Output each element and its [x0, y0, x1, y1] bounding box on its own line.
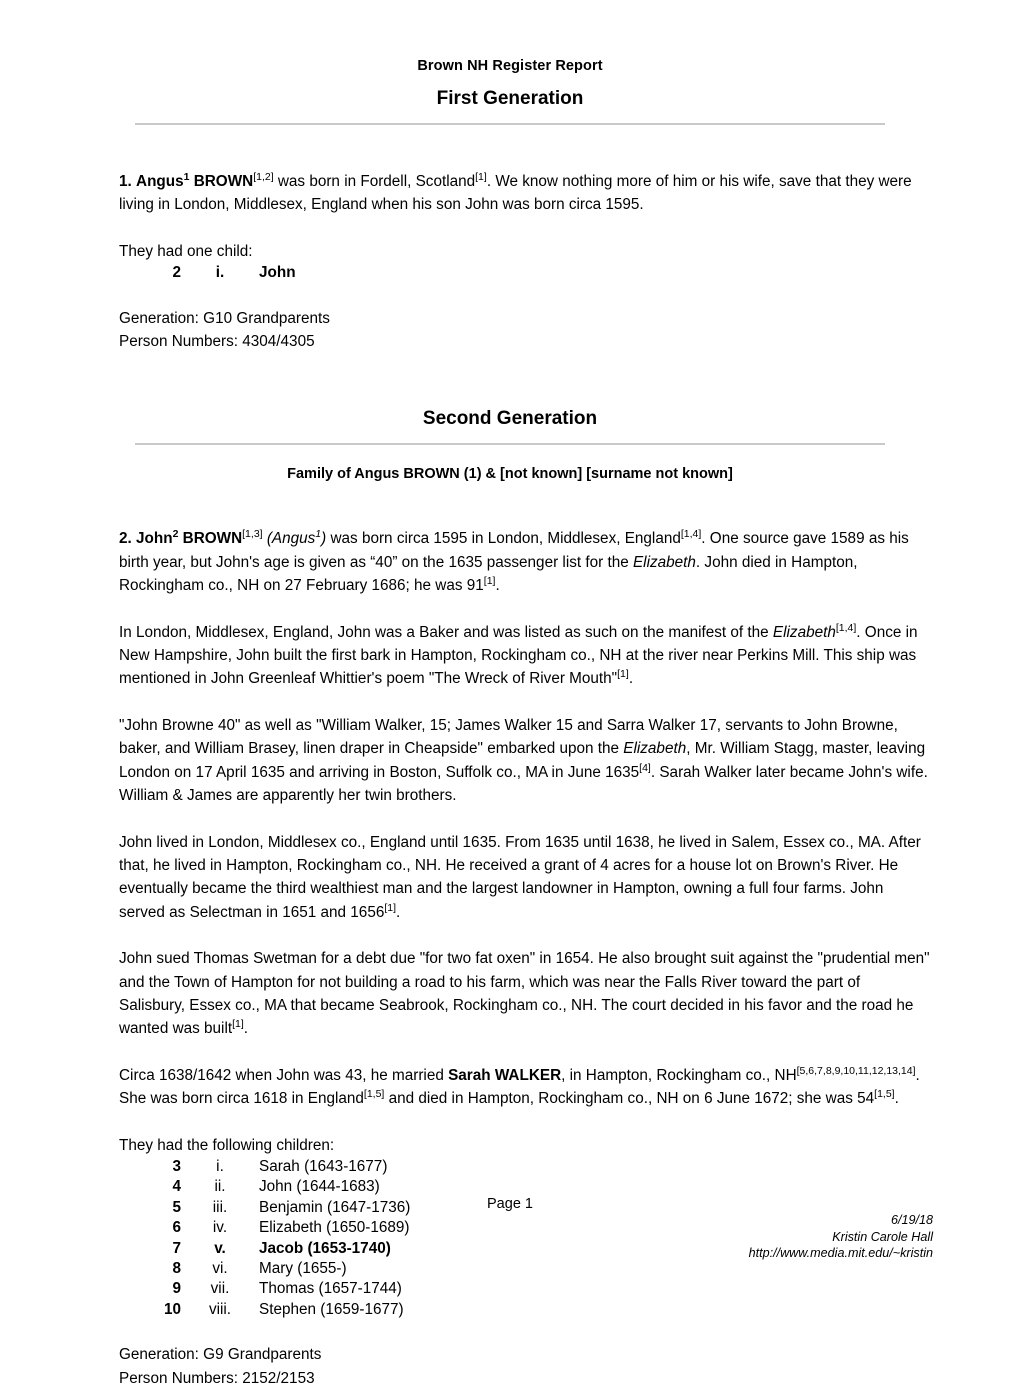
spacer: [119, 284, 930, 307]
child-name: Jacob (1653-1740): [259, 1239, 391, 1257]
first-generation-section: [0, 125, 1020, 353]
list-item: [119, 1218, 410, 1238]
child-roman: i.: [215, 264, 225, 282]
ship-name: Elizabeth: [772, 623, 836, 641]
person-narrative-segment-2: . One source gave 1589 as his birth year, but John's age is given as “40” on the 1635 passenger list for the: [119, 530, 909, 571]
child-number: 4: [172, 1178, 181, 1196]
children-list-first: [119, 263, 296, 283]
child-name: Benjamin (1647-1736): [259, 1198, 411, 1216]
child-number: 3: [172, 1157, 181, 1175]
baker-paragraph: [119, 621, 930, 691]
children-intro-second: They had the following children:: [119, 1136, 335, 1154]
child-number: 6: [172, 1219, 181, 1237]
citation-reference: [1,5]: [363, 1088, 385, 1101]
report-title: Brown NH Register Report: [417, 58, 603, 74]
marriage-paragraph: [119, 1064, 930, 1111]
generation-label-first: Generation: G10 Grandparents: [119, 309, 330, 327]
spacer: [119, 148, 930, 170]
child-roman: iv.: [212, 1219, 228, 1237]
spacer: [119, 505, 930, 527]
child-roman: iii.: [212, 1198, 228, 1216]
list-item: [119, 1259, 410, 1279]
person-narrative-segment-3: . John died in Hampton, Rockingham co., NH on 27 February 1686; he was 91: [119, 553, 858, 595]
generation-heading-second: Second Generation: [422, 408, 598, 430]
paragraph-part-2: .: [396, 903, 401, 921]
child-name: Mary (1655-): [259, 1260, 347, 1277]
child-roman: vii.: [210, 1280, 230, 1298]
paragraph-part-3: . She was born circa 1618 in England: [119, 1066, 920, 1108]
paragraph-part-2: , in Hampton, Rockingham co., NH: [561, 1066, 797, 1084]
paragraph-part-2: , Mr. William Stagg, master, leaving London on 17 April 1635 and arriving in Boston, Suffolk co., MA in June 1635: [119, 740, 926, 781]
person-index-label: 2.: [119, 530, 132, 548]
child-number: 9: [172, 1280, 181, 1298]
citation-reference: [1]: [617, 668, 629, 681]
citation-reference: [1,2]: [253, 170, 274, 183]
embarkation-paragraph: [119, 714, 930, 808]
child-name: John (1644-1683): [259, 1178, 380, 1196]
spacer: [119, 1320, 930, 1343]
footer-date: 6/19/18: [890, 1213, 933, 1227]
spacer: [119, 808, 930, 831]
spacer: [119, 691, 930, 714]
spacer: [119, 217, 930, 240]
ship-name: Elizabeth: [623, 740, 687, 758]
citation-reference: [1]: [483, 575, 496, 588]
child-name: Thomas (1657-1744): [259, 1280, 402, 1298]
child-roman: ii.: [214, 1178, 226, 1196]
generation-label-second: Generation: G9 Grandparents: [119, 1346, 322, 1364]
paragraph-part-1: Circa 1638/1642 when John was 43, he married: [119, 1066, 449, 1084]
child-name: Sarah (1643-1677): [259, 1157, 388, 1175]
child-roman: vi.: [212, 1260, 228, 1277]
paragraph-part-1: John lived in London, Middlesex co., England until 1635. From 1635 until 1638, he lived in Salem, Essex co., MA. After that, he lived in Hampton, Rockingham co., NH. He received a grant of 4 acres for a house lot on Brown's River. He eventually became the third wealthiest man and the largest landowner in Hampton, owning a full four farms. John served as Selectman in 1651 and 1656: [119, 833, 921, 921]
paragraph-part-1: John sued Thomas Swetman for a debt due "for two fat oxen" in 1654. He also brought suit against the "prudential men" and the Town of Hampton for not building a road to his farm, which was near the Falls River toward the part of Salisbury, Essex co., MA that became Seabrook, Rockingham co., NH. The court decided in his favor and the road he wanted was built: [119, 950, 930, 1038]
list-item: [119, 1177, 410, 1197]
ship-name: Elizabeth: [632, 553, 696, 571]
person-given-name: John: [136, 530, 173, 548]
child-number: 7: [172, 1239, 181, 1257]
list-item: [119, 1157, 410, 1177]
person-numbers-second: Person Numbers: 2152/2153: [119, 1369, 315, 1387]
spacer: [119, 924, 930, 947]
citation-reference: [1,4]: [835, 621, 857, 634]
children-list-second: [119, 1157, 410, 1320]
citation-reference: [4]: [639, 761, 651, 774]
spacer: [0, 353, 1020, 394]
citation-reference: [1,4]: [680, 528, 702, 541]
child-roman: i.: [216, 1157, 224, 1175]
child-name: Stephen (1659-1677): [259, 1300, 404, 1318]
page-number: Page 1: [487, 1196, 533, 1212]
generation-superscript: 2: [172, 528, 179, 541]
person-narrative-segment-1: was born circa 1595 in London, Middlesex, England: [326, 530, 681, 548]
paragraph-part-4: and died in Hampton, Rockingham co., NH on 6 June 1672; she was 54: [384, 1090, 875, 1108]
generation-superscript: 1: [183, 170, 190, 183]
family-line-second: Family of Angus BROWN (1) & [not known] [surname not known]: [287, 466, 733, 483]
parent-lineage-open: (Angus: [266, 530, 316, 548]
paragraph-part-1: In London, Middlesex, England, John was a Baker and was listed as such on the manifest of the: [119, 623, 773, 641]
citation-reference: [1]: [232, 1018, 244, 1031]
paragraph-part-2: . Once in New Hampshire, John built the first bark in Hampton, Rockingham co., NH at the river near Perkins Mill. This ship was mentioned in John Greenleaf Whittier's poem "The Wreck of River Mouth": [119, 623, 918, 688]
list-item: [119, 1279, 410, 1299]
person-given-name: Angus: [136, 173, 184, 190]
list-item: [119, 1239, 410, 1259]
paragraph-part-1: "John Browne 40" as well as "William Walker, 15; James Walker 15 and Sarra Walker 17, servants to John Browne, baker, and William Brasey, linen draper in Cheapside" embarked upon the: [119, 716, 898, 758]
person-narrative-part-2: . We know nothing more of him or his wife, save that they were living in London, Middlesex, England when his son John was born circa 1595.: [119, 173, 912, 214]
person-surname: BROWN: [193, 173, 254, 190]
paragraph-part-2: .: [243, 1020, 249, 1038]
person-surname: BROWN: [182, 530, 243, 548]
heading-divider-second: [135, 443, 885, 445]
child-name: John: [259, 264, 296, 282]
citation-reference: [1,5]: [874, 1088, 895, 1101]
footer-author: Kristin Carole Hall: [832, 1229, 933, 1244]
spacer: [119, 482, 930, 505]
child-number: 10: [163, 1300, 181, 1318]
residence-paragraph: [119, 831, 930, 925]
spacer: [119, 125, 930, 148]
parent-lineage-close: ): [321, 530, 327, 548]
person-entry-angus-brown: [119, 170, 930, 217]
child-number: 2: [172, 264, 181, 282]
spacer: [119, 1041, 930, 1064]
paragraph-part-5: .: [894, 1090, 899, 1108]
citation-reference: [1]: [384, 901, 397, 914]
person-index-label: 1.: [119, 173, 132, 190]
child-name: Elizabeth (1650-1689): [259, 1219, 410, 1237]
list-item: [119, 263, 296, 283]
spouse-name: Sarah WALKER: [448, 1066, 562, 1084]
children-intro-first: They had one child:: [119, 242, 253, 260]
document-footer: [749, 1212, 933, 1262]
list-item: [119, 1300, 410, 1320]
parent-generation-superscript: 1: [315, 528, 322, 541]
spacer: [119, 598, 930, 621]
person-numbers-first: Person Numbers: 4304/4305: [119, 333, 315, 351]
child-roman: viii.: [208, 1300, 232, 1318]
spacer: [119, 1111, 930, 1134]
generation-heading-first: First Generation: [436, 88, 584, 109]
footer-url: http://www.media.mit.edu/~kristin: [748, 1246, 933, 1260]
child-number: 5: [172, 1198, 181, 1216]
citation-reference: [1]: [475, 170, 487, 183]
child-roman: v.: [214, 1239, 226, 1257]
paragraph-part-3: .: [628, 670, 634, 688]
lawsuit-paragraph: [119, 947, 930, 1041]
citation-reference: [5,6,7,8,9,10,11,12,13,14]: [796, 1064, 916, 1077]
citation-reference: [1,3]: [242, 528, 263, 541]
person-narrative-part-1: was born in Fordell, Scotland: [273, 173, 476, 190]
paragraph-part-3: . Sarah Walker later became John's wife. William & James are apparently her twin brothers.: [119, 763, 928, 805]
person-narrative-segment-4: .: [495, 577, 500, 595]
person-entry-john-brown: [119, 527, 930, 597]
child-number: 8: [172, 1260, 181, 1277]
